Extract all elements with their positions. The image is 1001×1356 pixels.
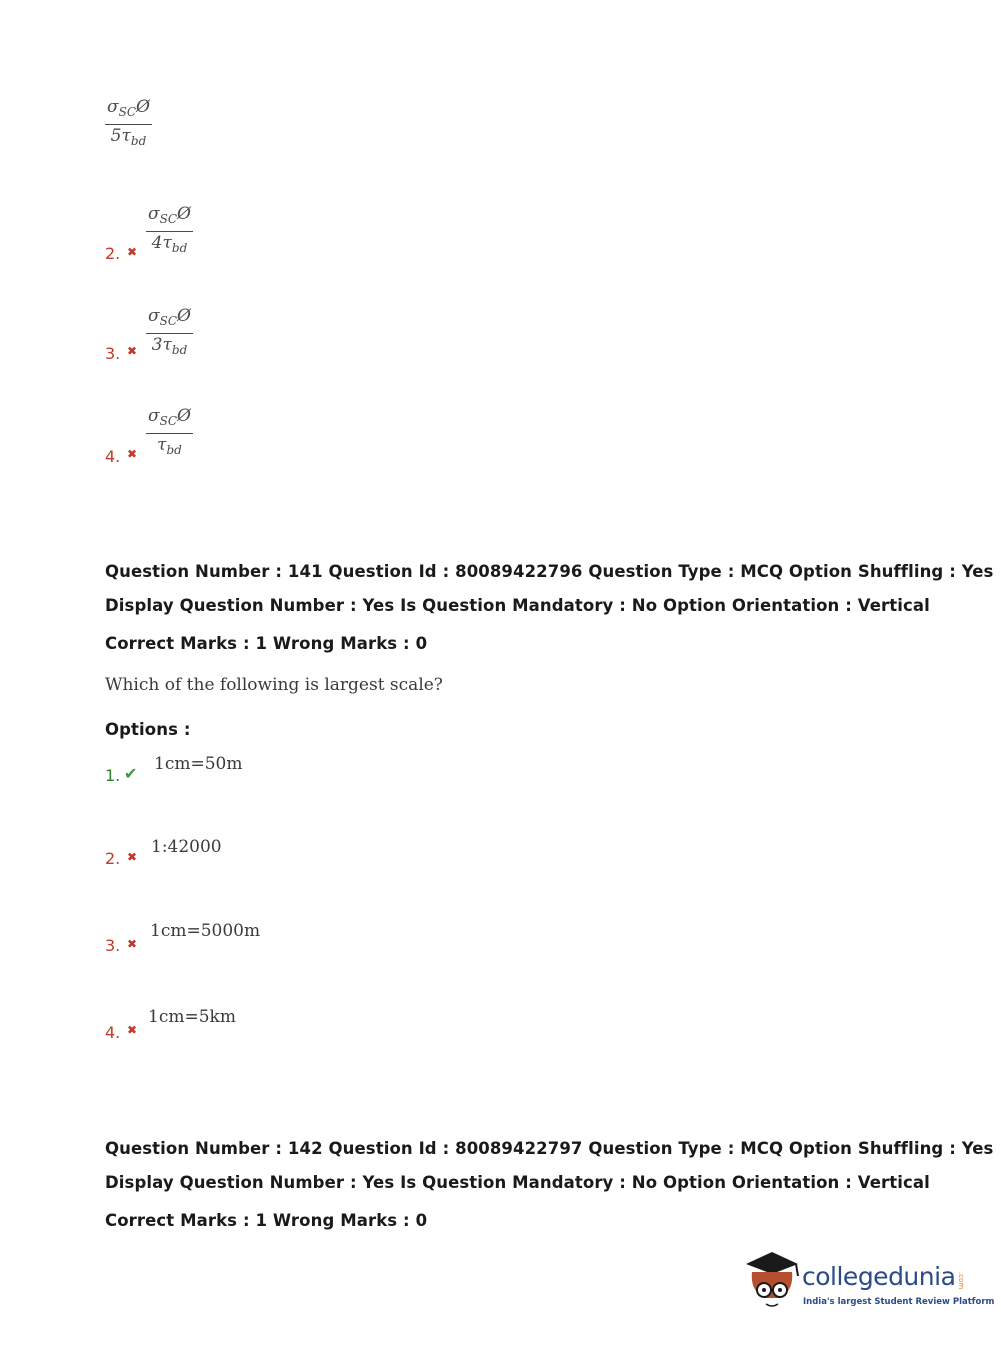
prev-option-4-number: 4. <box>105 447 121 466</box>
prev-option-2-formula: $\sigma_{SC}Ø$ $4\tau_{bd}$ <box>148 204 191 255</box>
collegedunia-mascot-logo <box>742 1250 802 1312</box>
prev-option-3-formula: $\sigma_{SC}Ø$ $3\tau_{bd}$ <box>148 306 191 357</box>
q141-meta-line-1: Question Number : 141 Question Id : 80089422796 Question Type : MCQ Option Shuffling : Yes <box>105 562 994 581</box>
q141-meta-line-3: Correct Marks : 1 Wrong Marks : 0 <box>105 634 428 653</box>
q142-meta-line-1: Question Number : 142 Question Id : 80089422797 Question Type : MCQ Option Shuffling : Yes <box>105 1139 994 1158</box>
collegedunia-domain-suffix: .com <box>957 1272 965 1290</box>
q141-option-3-text: 1cm=5000m <box>150 921 261 941</box>
prev-option-1-formula: $\sigma_{SC}Ø$ $5\tau_{bd}$ <box>107 97 150 148</box>
q141-meta-line-2: Display Question Number : Yes Is Question Mandatory : No Option Orientation : Vertical <box>105 596 930 615</box>
collegedunia-wordmark: collegedunia <box>802 1262 956 1291</box>
correct-check-icon: ✔ <box>124 764 138 783</box>
q141-option-2-text: 1:42000 <box>151 837 222 857</box>
q141-option-3-number: 3. <box>105 936 121 955</box>
wrong-mark-icon: ✖ <box>127 447 138 461</box>
q141-option-2-number: 2. <box>105 849 121 868</box>
collegedunia-tagline: India's largest Student Review Platform <box>803 1297 995 1307</box>
wrong-mark-icon: ✖ <box>127 245 138 259</box>
q141-option-4-text: 1cm=5km <box>148 1007 236 1027</box>
q141-question-text: Which of the following is largest scale? <box>105 675 443 695</box>
prev-option-4-formula: $\sigma_{SC}Ø$ $\tau_{bd}$ <box>148 406 191 457</box>
q141-option-1-text: 1cm=50m <box>154 754 243 774</box>
wrong-mark-icon: ✖ <box>127 850 138 864</box>
wrong-mark-icon: ✖ <box>127 937 138 951</box>
q141-options-label: Options : <box>105 720 191 739</box>
prev-option-3-number: 3. <box>105 344 121 363</box>
q141-option-1-number: 1. <box>105 766 121 785</box>
q142-meta-line-3: Correct Marks : 1 Wrong Marks : 0 <box>105 1211 428 1230</box>
q142-meta-line-2: Display Question Number : Yes Is Question Mandatory : No Option Orientation : Vertical <box>105 1173 930 1192</box>
q141-option-4-number: 4. <box>105 1023 121 1042</box>
wrong-mark-icon: ✖ <box>127 1023 138 1037</box>
prev-option-2-number: 2. <box>105 244 121 263</box>
wrong-mark-icon: ✖ <box>127 344 138 358</box>
